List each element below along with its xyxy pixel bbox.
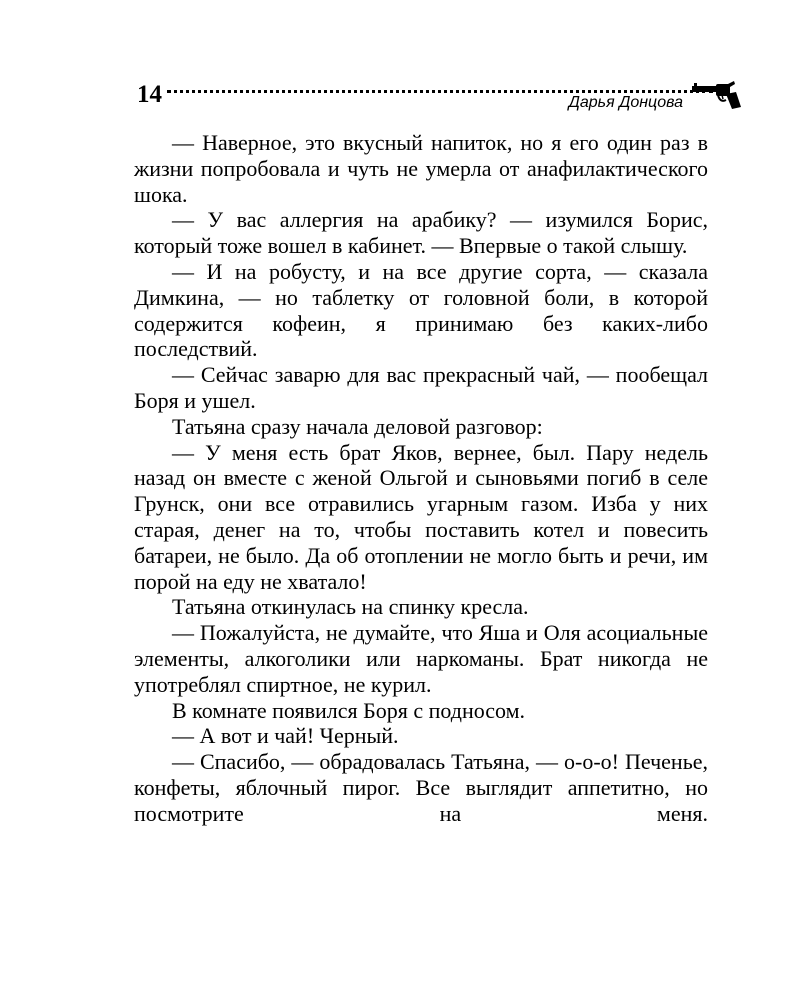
body-text <box>134 130 708 827</box>
paragraph: Татьяна сразу начала деловой разговор: <box>172 413 543 439</box>
paragraph: — Наверное, это вкусный напиток, но я его один раз в жизни попробовала и чуть не умерла от анафилактического шока. <box>134 130 708 207</box>
paragraph: В комнате появился Боря с подносом. <box>172 697 526 723</box>
running-header <box>133 80 741 116</box>
paragraph: — У вас аллергия на арабику? — изумился Борис, который тоже вошел в кабинет. — Впервые о такой слышу. <box>134 207 708 259</box>
paragraph: — Спасибо, — обрадовалась Татьяна, — о-о-о! Печенье, конфеты, яблочный пирог. Все выглядит аппетитно, но посмотрите на меня. <box>134 749 708 826</box>
running-header-author: Дарья Донцова <box>568 94 683 111</box>
paragraph: Татьяна откинулась на спинку кресла. <box>172 594 529 620</box>
dotted-leader-line <box>167 90 713 93</box>
revolver-icon <box>690 80 742 110</box>
paragraph: — Сейчас заварю для вас прекрасный чай, — пообещал Боря и ушел. <box>134 362 708 413</box>
paragraph: — Пожалуйста, не думайте, что Яша и Оля асоциальные элементы, алкоголики или наркоманы. Брат никогда не употреблял спиртное, не курил. <box>134 620 708 697</box>
paragraph: — И на робусту, и на все другие сорта, — сказала Димкина, — но таблетку от головной боли, в которой содержится кофеин, я принимаю без каких-либо последствий. <box>134 258 708 362</box>
page-number: 14 <box>137 81 162 108</box>
paragraph: — А вот и чай! Черный. <box>172 723 399 749</box>
paragraph: — У меня есть брат Яков, вернее, был. Пару недель назад он вместе с женой Ольгой и сыновьями погиб в селе Грунск, они все отравились угарным газом. Изба у них старая, денег на то, чтобы поставить котел и повесить батареи, не было. Да об отоплении не могло быть и речи, им порой на еду не хватало! <box>134 439 708 594</box>
